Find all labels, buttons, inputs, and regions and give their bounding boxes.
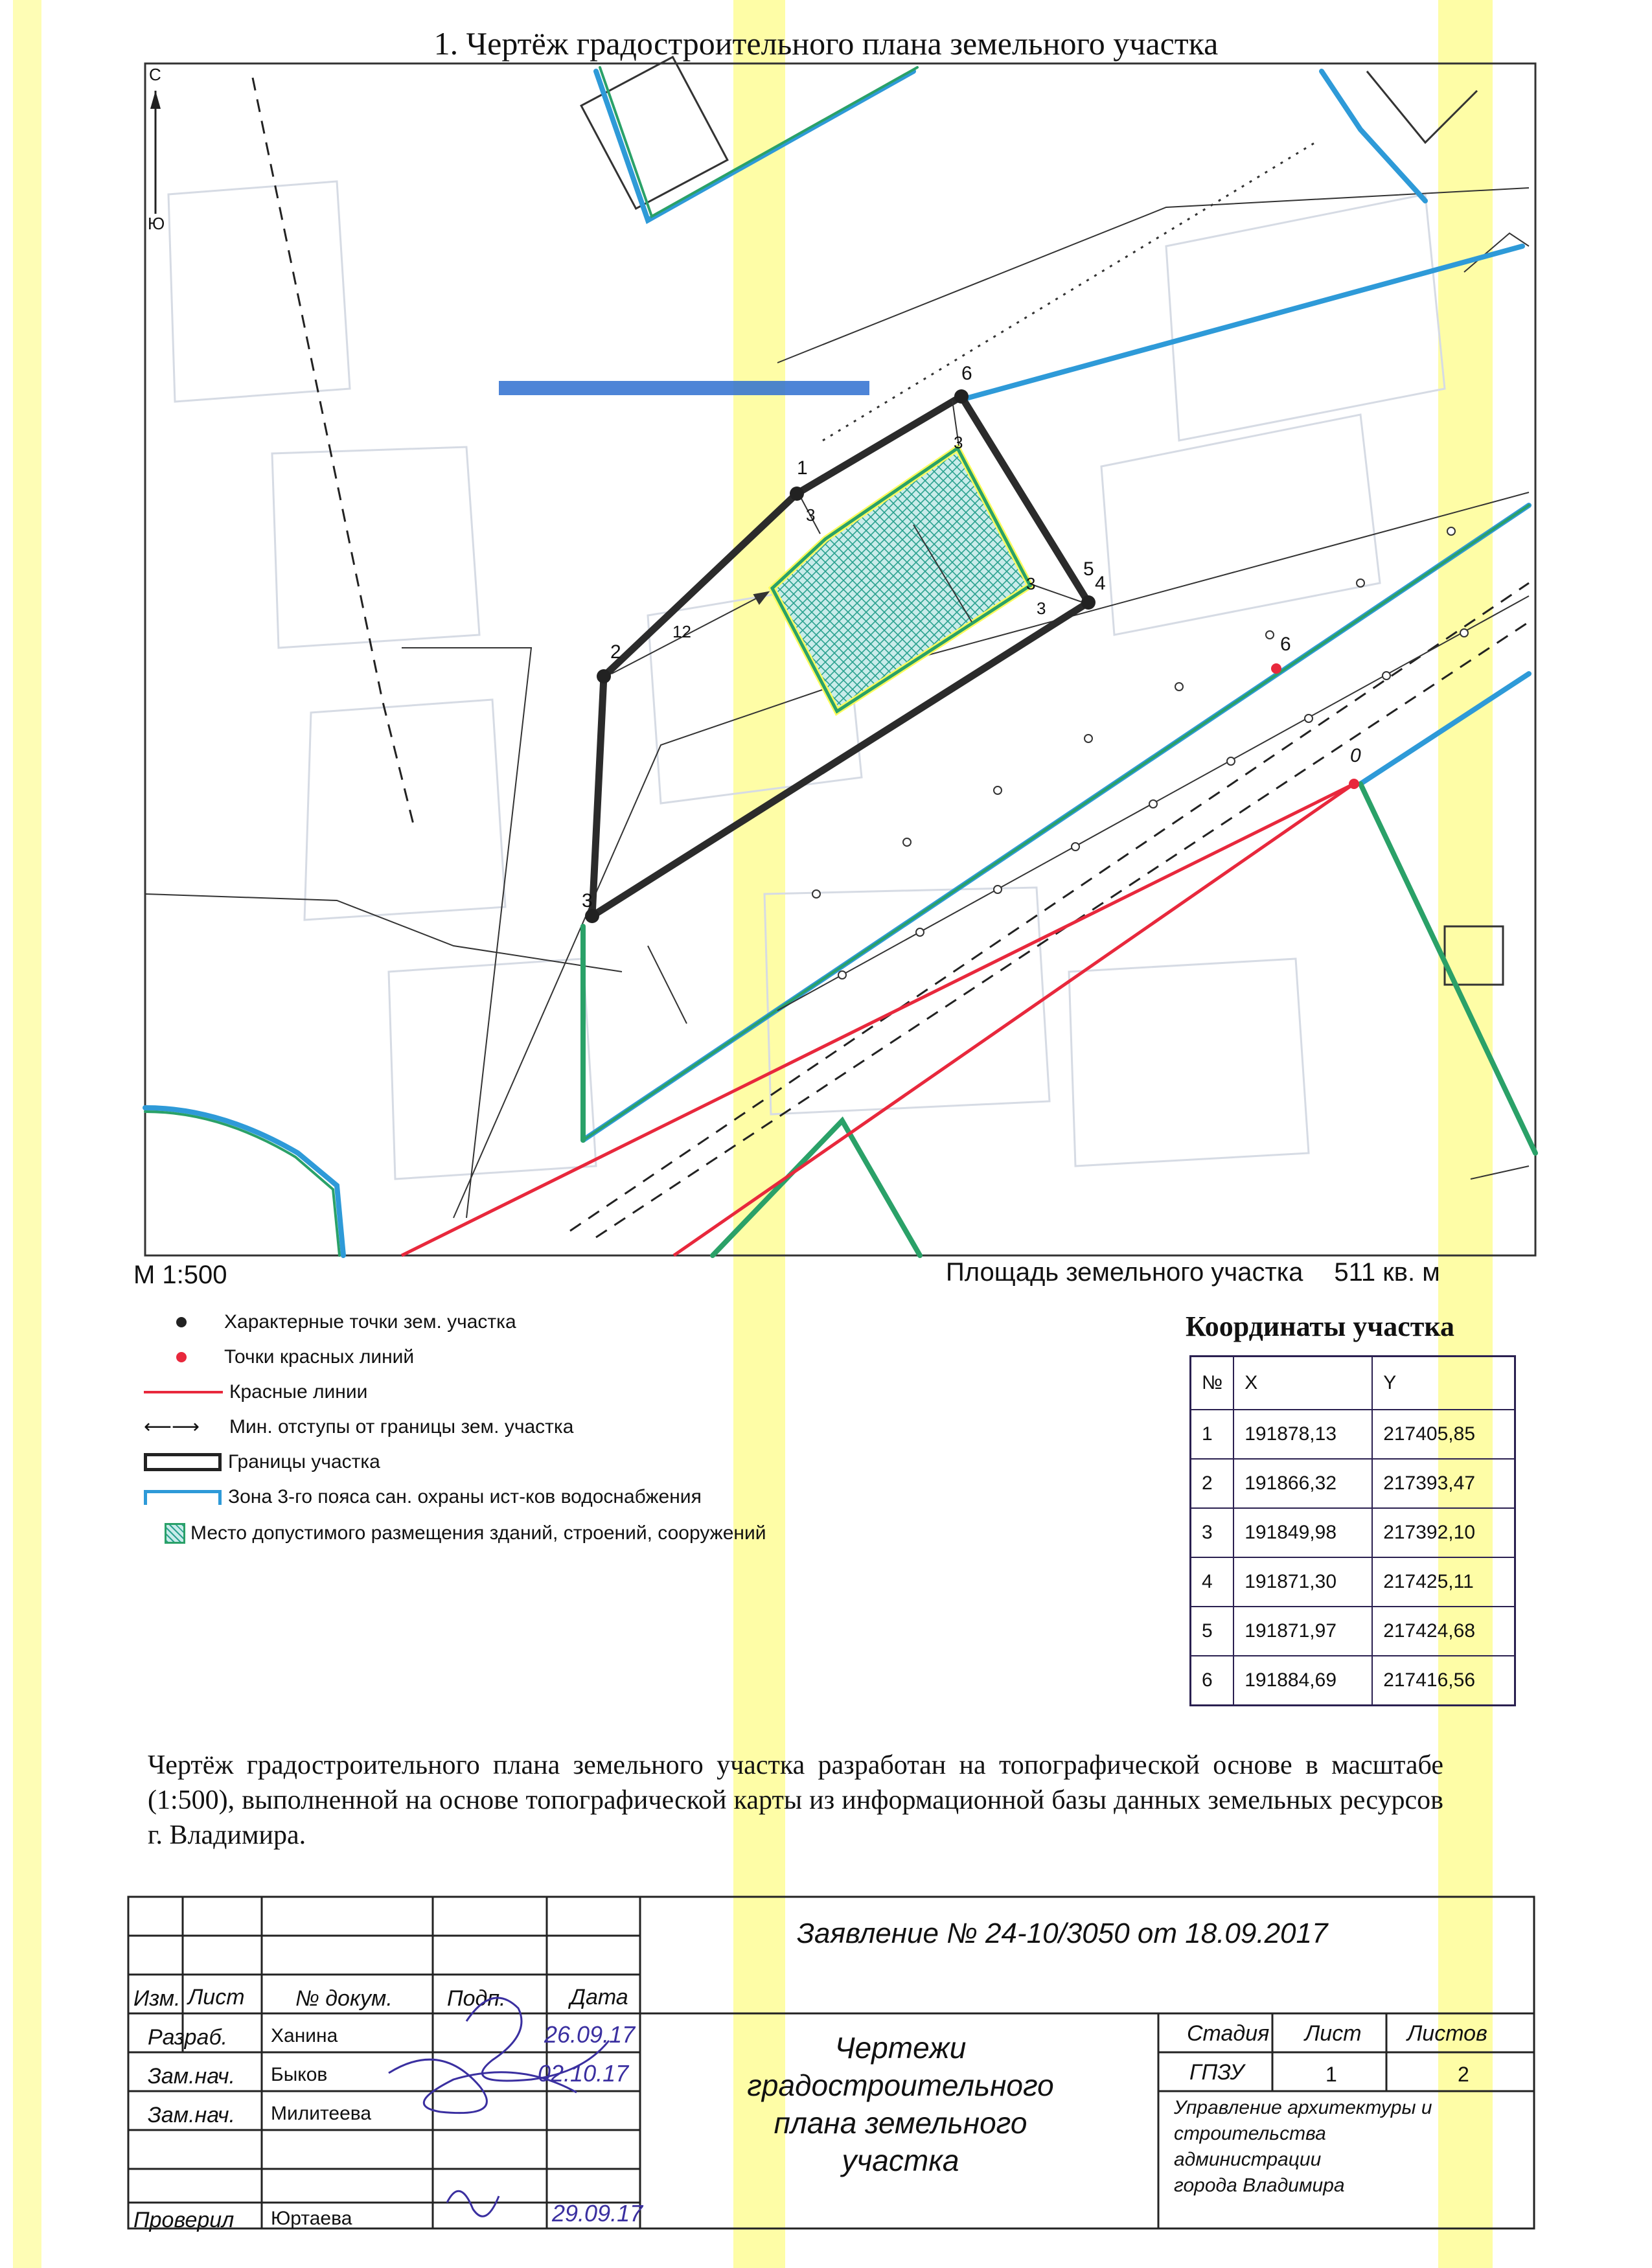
- document-title-line: Чертежи: [834, 2031, 967, 2065]
- sheets-value: 2: [1458, 2063, 1469, 2086]
- parcel-area-label: Площадь земельного участка: [946, 1258, 1303, 1287]
- double-arrow-icon: ⟵⟶: [144, 1416, 200, 1438]
- cell: 217425,11: [1372, 1557, 1515, 1607]
- cell: 191866,32: [1233, 1459, 1372, 1508]
- header-izm: Изм.: [133, 1986, 181, 2011]
- document-title-line: градостроительного: [747, 2068, 1054, 2102]
- page-title: 1. Чертёж градостроительного плана земельного участка: [433, 25, 1219, 62]
- date-checker: 29.09.17: [552, 2200, 643, 2227]
- cell: 6: [1191, 1656, 1234, 1706]
- document-title-line: плана земельного: [774, 2106, 1027, 2140]
- cell: 191884,69: [1233, 1656, 1372, 1706]
- role-deputy-2: Зам.нач.: [148, 2103, 235, 2127]
- document-title-line: участка: [842, 2144, 959, 2177]
- cell: 191871,30: [1233, 1557, 1372, 1607]
- organization-line: Управление архитектуры и: [1174, 2097, 1432, 2118]
- cell: 191871,97: [1233, 1607, 1372, 1656]
- name-deputy-1: Быков: [271, 2064, 328, 2085]
- header-date: Дата: [570, 1985, 628, 2010]
- stage-value: ГПЗУ: [1189, 2060, 1245, 2085]
- offset-label-4: 3: [1026, 574, 1036, 593]
- red-point-label-0: 0: [1350, 745, 1361, 766]
- compass-north-label: С: [149, 65, 161, 84]
- point-label-3: 3: [582, 890, 593, 911]
- organization-name: [1174, 2095, 1432, 2199]
- cell: 2: [1191, 1459, 1234, 1508]
- offset-label-2: 3: [954, 433, 963, 452]
- name-developer: Ханина: [271, 2025, 338, 2046]
- role-checker: Проверил: [133, 2208, 235, 2232]
- cell: 217424,68: [1372, 1607, 1515, 1656]
- cell: 217392,10: [1372, 1508, 1515, 1557]
- parcel-area-value: 511 кв. м: [1334, 1258, 1440, 1287]
- cell: 217393,47: [1372, 1459, 1515, 1508]
- organization-line: строительства: [1174, 2123, 1326, 2144]
- date-deputy-1: 02.10.17: [538, 2060, 629, 2087]
- legend-label: Точки красных линий: [224, 1346, 415, 1368]
- role-developer: Разраб.: [148, 2025, 228, 2050]
- date-developer: 26.09.17: [544, 2021, 636, 2048]
- point-label-5: 5: [1083, 558, 1094, 580]
- header-sign: Подп.: [447, 1986, 506, 2011]
- role-deputy-1: Зам.нач.: [148, 2064, 235, 2089]
- cell: 217416,56: [1372, 1656, 1515, 1706]
- point-label-2: 2: [610, 641, 621, 663]
- cell: 191849,98: [1233, 1508, 1372, 1557]
- column-header: X: [1233, 1357, 1372, 1410]
- stage-label: Стадия: [1187, 2021, 1270, 2046]
- sheets-label: Листов: [1407, 2021, 1487, 2046]
- point-label-1: 1: [797, 457, 808, 479]
- sheet-label: Лист: [1305, 2021, 1362, 2046]
- header-list: Лист: [188, 1985, 245, 2010]
- red-point-label-6: 6: [1280, 634, 1291, 655]
- cell: 3: [1191, 1508, 1234, 1557]
- organization-line: города Владимира: [1174, 2175, 1345, 2196]
- legend-label: Мин. отступы от границы зем. участка: [229, 1416, 574, 1438]
- signature-marks: [363, 1982, 687, 2228]
- column-header: №: [1191, 1357, 1234, 1410]
- header-doc: № докум.: [295, 1986, 393, 2011]
- offset-label-1: 3: [806, 505, 816, 525]
- legend-label: Зона 3-го пояса сан. охраны ист-ков водоснабжения: [228, 1486, 702, 1507]
- name-deputy-2: Милитеева: [271, 2103, 372, 2124]
- coordinates-title: Координаты участка: [1186, 1311, 1455, 1342]
- column-header: Y: [1372, 1357, 1515, 1410]
- cell: 5: [1191, 1607, 1234, 1656]
- point-label-4: 4: [1095, 573, 1106, 594]
- cell: 4: [1191, 1557, 1234, 1607]
- compass-south-label: Ю: [148, 214, 165, 233]
- point-label-6: 6: [961, 363, 972, 384]
- cell: 217405,85: [1372, 1410, 1515, 1459]
- map-note: Чертёж градостроительного плана земельного участка разработан на топографической основе в масштабе (1:500), выполненной на основе топографической карты из информационной базы данных земельных ресурсов г. Владимира.: [148, 1750, 1443, 1850]
- name-checker: Юртаева: [271, 2208, 352, 2229]
- organization-line: администрации: [1174, 2149, 1322, 2170]
- statement-number: Заявление № 24-10/3050 от 18.09.2017: [797, 1918, 1328, 1949]
- document-title: [648, 2029, 1153, 2179]
- legend-label: Границы участка: [228, 1451, 380, 1472]
- offset-label-12: 12: [672, 622, 691, 641]
- legend-label: Красные линии: [229, 1381, 368, 1403]
- offset-label-3: 3: [1037, 599, 1046, 618]
- cell: 1: [1191, 1410, 1234, 1459]
- sheet-value: 1: [1325, 2063, 1337, 2086]
- legend-label: Место допустимого размещения зданий, строений, сооружений: [190, 1522, 766, 1544]
- legend-label: Характерные точки зем. участка: [224, 1311, 516, 1333]
- map-scale: М 1:500: [133, 1261, 227, 1289]
- cell: 191878,13: [1233, 1410, 1372, 1459]
